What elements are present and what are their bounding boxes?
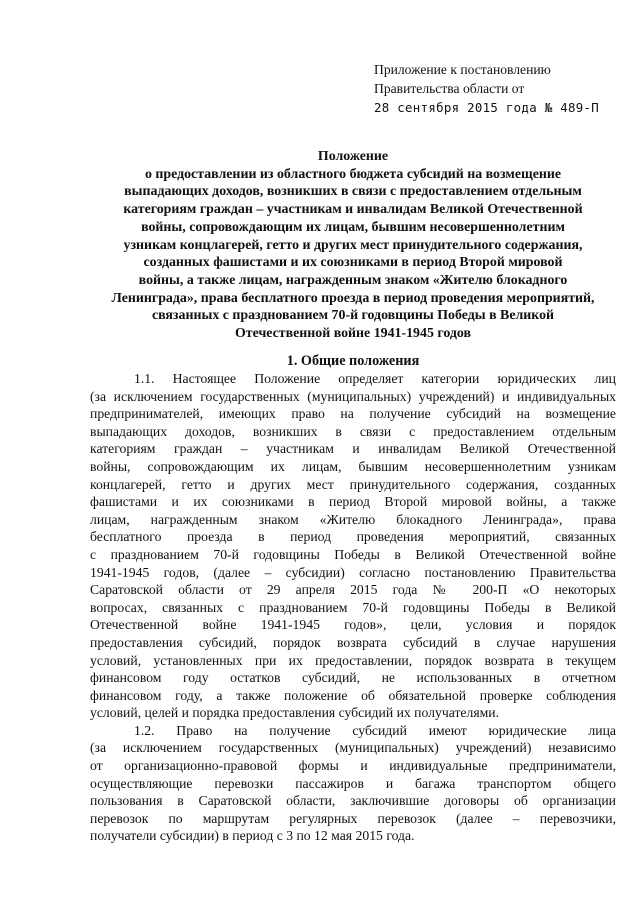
paragraph-line: финансовом году, а также положение об обязательной проверке соблюдения <box>90 687 616 703</box>
paragraph-line: условий, установленных при их предоставлении, порядок возврата в текущем <box>90 652 616 668</box>
section-heading: 1. Общие положения <box>286 353 420 369</box>
paragraph-line: категориям граждан – участникам и инвалидам Великой Отечественной <box>90 441 616 457</box>
paragraph-line: фашистами и их союзниками в период Второй мировой войны, а также <box>90 494 616 510</box>
paragraph-line: 1941-1945 годов, (далее – субсидии) согласно постановлению Правительства <box>90 564 616 580</box>
title-line: созданных фашистами и их союзниками в период Второй мировой <box>143 255 563 271</box>
paragraph-line: условий, целей и порядка предоставления субсидий их получателями. <box>90 705 500 721</box>
paragraph-line: войны, сопровождающим их лицам, бывшим несовершеннолетним узникам <box>90 458 616 474</box>
title-line: узникам концлагерей, гетто и других мест принудительного содержания, <box>123 237 583 253</box>
paragraph-line: Отечественной войне 1941-1945 годов», цели, условия и порядок <box>90 617 616 633</box>
title-line: Отечественной войне 1941-1945 годов <box>235 326 471 342</box>
appendix-line-2: Правительства области от <box>374 81 525 96</box>
paragraph-line: (за исключением государственных (муниципальных) учреждений) независимо <box>90 740 616 756</box>
paragraph-line: выпадающих доходов, возникших в связи с предоставлением отдельным <box>90 423 616 439</box>
paragraph-line: осуществляющие перевозки пассажиров и багажа транспортом общего <box>90 775 616 791</box>
paragraph-line: от организационно-правовой формы и индивидуальные предприниматели, <box>90 758 616 774</box>
title-line: войны, а также лицам, награжденным знаком «Жителю блокадного <box>138 272 568 288</box>
paragraph-line: предпринимателей, имеющих право на получение субсидий на возмещение <box>90 406 616 422</box>
paragraph-1-1 <box>90 370 616 722</box>
title-line: связанных с празднованием 70-й годовщины Победы в Великой <box>151 308 555 324</box>
document-body <box>90 370 616 845</box>
paragraph-line: получатели субсидии) в период с 3 по 12 мая 2015 года. <box>90 828 415 844</box>
title-line: Ленинграда», права бесплатного проезда в период проведения мероприятий, <box>111 290 595 306</box>
paragraph-line: Саратовской области от 29 апреля 2015 года № 200-П «О некоторых <box>90 582 616 598</box>
paragraph-line: с празднованием 70-й годовщины Победы в Великой Отечественной войне <box>90 546 616 562</box>
paragraph-line: финансовом году остатков субсидий, не использованных в отчетном <box>90 670 616 686</box>
title-line: о предоставлении из областного бюджета субсидий на возмещение <box>144 166 562 182</box>
document-title <box>90 148 616 343</box>
paragraph-line: 1.2. Право на получение субсидий имеют юридические лица <box>134 722 616 738</box>
paragraph-line: 1.1. Настоящее Положение определяет категории юридических лиц <box>134 371 616 386</box>
paragraph-1-2 <box>90 722 616 845</box>
paragraph-line: вопросах, связанных с празднованием 70-й годовщины Победы в Великой <box>90 599 616 615</box>
paragraph-line: предоставления субсидий, порядок возврата субсидий в случае нарушения <box>90 634 616 650</box>
paragraph-line: пользования в Саратовской области, заключившие договоры об организации <box>90 793 616 809</box>
paragraph-line: перевозок по маршрутам регулярных перевозок (далее – перевозчики, <box>90 810 616 826</box>
title-line: Положение <box>317 149 389 164</box>
paragraph-line: лицам, награжденным знаком «Жителю блокадного Ленинграда», права <box>90 511 616 527</box>
appendix-date-number: 28 сентября 2015 года № 489-П <box>374 100 600 115</box>
title-line: выпадающих доходов, возникших в связи с предоставлением отдельным <box>124 184 582 200</box>
appendix-line-1: Приложение к постановлению <box>374 62 551 77</box>
paragraph-line: концлагерей, гетто и других мест принудительного содержания, созданных <box>90 476 616 492</box>
appendix-note <box>374 60 624 117</box>
paragraph-line: бесплатного проезда в период проведения мероприятий, связанных <box>90 529 616 545</box>
title-line: войны, сопровождающим их лицам, бывшим несовершеннолетним <box>141 219 565 235</box>
title-line: категориям граждан – участникам и инвалидам Великой Отечественной <box>123 202 583 218</box>
paragraph-line: (за исключением государственных (муниципальных) учреждений) и индивидуальных <box>90 388 616 404</box>
